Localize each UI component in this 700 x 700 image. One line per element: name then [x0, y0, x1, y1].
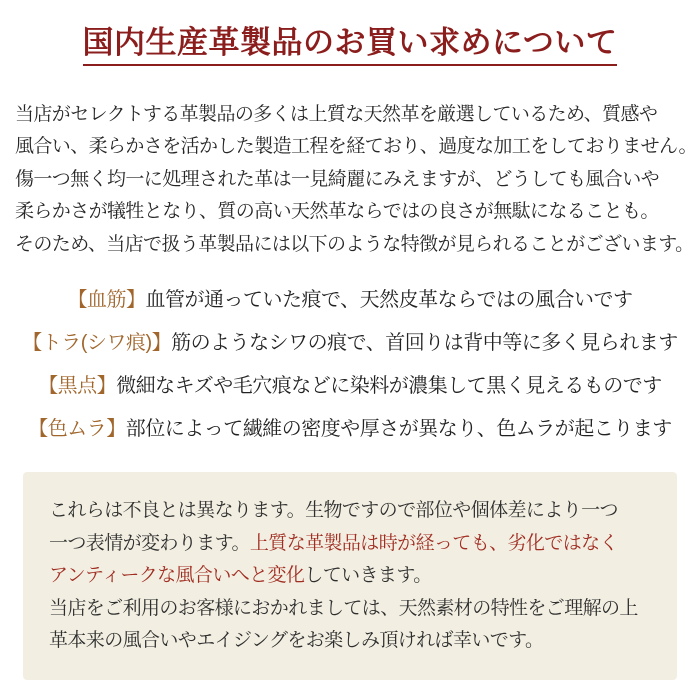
note-line: [49, 495, 653, 528]
note-line: [49, 528, 653, 561]
feature-desc: 血管が通っていた痕で、天然皮革ならではの風合いです: [145, 289, 633, 312]
feature-term: 【色ムラ】: [28, 418, 126, 441]
intro-line: 傷一つ無く均一に処理された革は一見綺麗にみえますが、どうしても風合いや: [15, 168, 660, 190]
page-title: 国内生産革製品のお買い求めについて: [83, 25, 618, 66]
feature-term: 【血筋】: [67, 289, 146, 312]
note-accent-text: 上質な革製品は時が経っても、劣化ではなく: [249, 532, 618, 554]
feature-term: 【トラ(シワ痕)】: [22, 332, 172, 355]
note-line: [49, 593, 653, 626]
feature-item-chisuji: [0, 288, 700, 312]
note-text: 一つ表情が変わります。: [49, 532, 250, 554]
feature-list: [0, 288, 700, 441]
note-text: 革本来の風合いやエイジングをお楽しみ頂ければ幸いです。: [49, 630, 544, 652]
note-box: [23, 472, 677, 680]
feature-item-iromura: [0, 417, 700, 441]
feature-item-kokuten: [0, 374, 700, 398]
intro-line: 当店がセレクトする革製品の多くは上質な天然革を厳選しているため、質感や: [15, 103, 658, 125]
note-text: これらは不良とは異なります。生物ですので部位や個体差により一つ: [49, 500, 618, 522]
intro-line: そのため、当店で扱う革製品には以下のような特徴が見られることがございます。: [15, 233, 694, 255]
note-line: [49, 625, 653, 658]
note-text: 当店をご利用のお客様におかれましては、天然素材の特性をご理解の上: [49, 597, 638, 619]
intro-line: 柔らかさが犠牲となり、質の高い天然革ならではの良さが無駄になることも。: [15, 201, 659, 223]
title-area: [0, 0, 700, 66]
note-line: [49, 560, 653, 593]
feature-item-tora: [0, 331, 700, 355]
feature-desc: 部位によって繊維の密度や厚さが異なり、色ムラが起こります: [125, 418, 672, 441]
feature-desc: 微細なキズや毛穴痕などに染料が濃集して黒く見えるものです: [116, 375, 662, 398]
note-text: していきます。: [304, 565, 432, 587]
intro-paragraph: [15, 99, 697, 262]
intro-line: 風合い、柔らかさを活かした製造工程を経ており、過度な加工をしておりません。: [15, 136, 697, 158]
feature-desc: 筋のようなシワの痕で、首回りは背中等に多く見られます: [171, 332, 678, 355]
note-accent-text: アンティークな風合いへと変化: [49, 565, 305, 587]
feature-term: 【黒点】: [38, 375, 117, 398]
